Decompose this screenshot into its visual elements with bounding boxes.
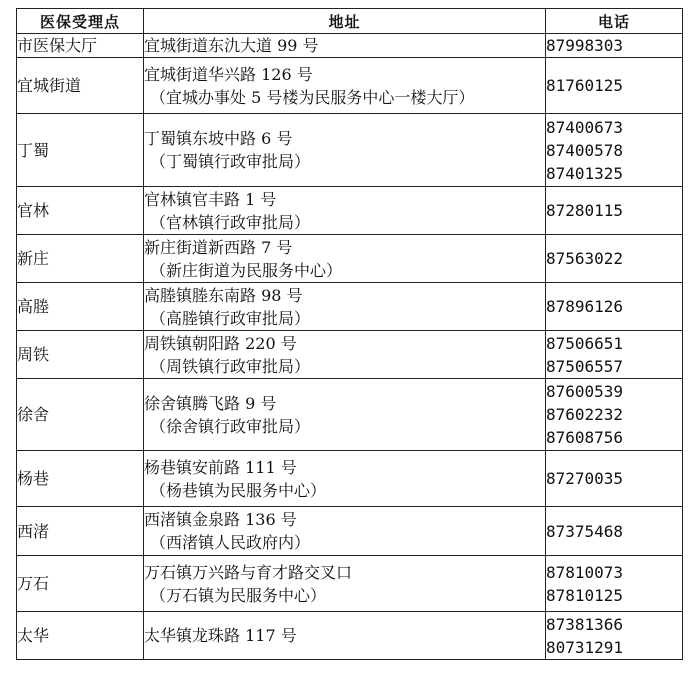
address-line: 新庄街道新西路 7 号 [144, 237, 293, 257]
phone-number: 81760125 [546, 76, 624, 95]
address-line: 杨巷镇安前路 111 号 [144, 457, 297, 477]
address-cell [144, 235, 546, 283]
address-line: 万石镇万兴路与育才路交叉口 [144, 562, 353, 582]
header-address: 地址 [144, 9, 546, 34]
address-cell [144, 612, 546, 660]
table-header-row [17, 9, 683, 34]
address-cell [144, 556, 546, 612]
service-point-name: 徐舍 [17, 379, 144, 451]
address-note: （周铁镇行政审批局） [150, 356, 311, 376]
service-point-name: 官林 [17, 187, 144, 235]
phone-number: 87810125 [546, 585, 624, 605]
table-row [17, 283, 683, 331]
address-cell [144, 114, 546, 187]
address-cell [144, 331, 546, 379]
phone-number: 87998303 [546, 36, 624, 55]
service-point-name: 丁蜀 [17, 114, 144, 187]
service-point-name: 新庄 [17, 235, 144, 283]
service-point-name: 高塍 [17, 283, 144, 331]
phone-number: 87608756 [546, 428, 624, 447]
phone-cell [546, 507, 683, 556]
phone-number: 87896126 [546, 297, 624, 316]
phone-number: 87810073 [546, 562, 624, 582]
phone-cell [546, 34, 683, 58]
header-phone: 电话 [546, 9, 683, 34]
address-note: （西渚镇人民政府内） [150, 533, 311, 552]
address-note: （新庄街道为民服务中心） [150, 260, 343, 280]
table-row [17, 556, 683, 612]
address-cell [144, 58, 546, 114]
address-line: 太华镇龙珠路 117 号 [144, 626, 297, 645]
phone-number: 80731291 [546, 637, 624, 657]
address-cell [144, 34, 546, 58]
address-cell [144, 283, 546, 331]
address-line: 官林镇官丰路 1 号 [144, 189, 277, 209]
phone-number: 87401325 [546, 163, 624, 183]
service-point-name: 市医保大厅 [17, 34, 144, 58]
address-note: （徐舍镇行政审批局） [150, 416, 311, 436]
address-note: （万石镇为民服务中心） [150, 585, 327, 605]
address-line: 周铁镇朝阳路 220 号 [144, 333, 297, 353]
phone-cell [546, 114, 683, 187]
phone-cell [546, 58, 683, 114]
header-service-point: 医保受理点 [17, 9, 144, 34]
phone-number: 87280115 [546, 201, 624, 220]
service-point-name: 宜城街道 [17, 58, 144, 114]
table-row [17, 235, 683, 283]
phone-cell [546, 556, 683, 612]
phone-number: 87506557 [546, 356, 624, 376]
phone-number: 87600539 [546, 382, 624, 401]
phone-cell [546, 235, 683, 283]
table-row [17, 507, 683, 556]
phone-number: 87506651 [546, 333, 624, 353]
address-line: 西渚镇金泉路 136 号 [144, 510, 297, 529]
table-row [17, 114, 683, 187]
address-line: 徐舍镇腾飞路 9 号 [144, 393, 277, 413]
phone-number: 87602232 [546, 405, 624, 424]
table-row [17, 34, 683, 58]
phone-number: 87400673 [546, 117, 624, 137]
phone-number: 87563022 [546, 249, 624, 268]
service-point-name: 西渚 [17, 507, 144, 556]
address-cell [144, 187, 546, 235]
service-point-name: 太华 [17, 612, 144, 660]
table-row [17, 612, 683, 660]
service-point-name: 周铁 [17, 331, 144, 379]
phone-cell [546, 331, 683, 379]
phone-cell [546, 451, 683, 507]
service-points-table [16, 8, 683, 660]
phone-cell [546, 187, 683, 235]
phone-cell [546, 379, 683, 451]
address-note: （杨巷镇为民服务中心） [150, 480, 327, 500]
service-point-name: 杨巷 [17, 451, 144, 507]
phone-number: 87375468 [546, 521, 624, 541]
address-note: （官林镇行政审批局） [150, 212, 311, 232]
address-line: 宜城街道华兴路 126 号 [144, 64, 313, 84]
phone-number: 87270035 [546, 469, 624, 488]
table-row [17, 187, 683, 235]
address-note: （宜城办事处 5 号楼为民服务中心一楼大厅） [150, 87, 475, 107]
table-row [17, 331, 683, 379]
address-note: （高塍镇行政审批局） [150, 308, 311, 328]
table-row [17, 58, 683, 114]
address-cell [144, 379, 546, 451]
address-line: 宜城街道东氿大道 99 号 [144, 36, 319, 55]
address-line: 丁蜀镇东坡中路 6 号 [144, 129, 293, 148]
address-line: 高塍镇塍东南路 98 号 [144, 285, 303, 305]
service-point-name: 万石 [17, 556, 144, 612]
address-cell [144, 451, 546, 507]
phone-number: 87381366 [546, 614, 624, 634]
phone-number: 87400578 [546, 140, 624, 160]
phone-cell [546, 612, 683, 660]
phone-cell [546, 283, 683, 331]
table-row [17, 379, 683, 451]
address-cell [144, 507, 546, 556]
table-row [17, 451, 683, 507]
address-note: （丁蜀镇行政审批局） [150, 152, 311, 171]
